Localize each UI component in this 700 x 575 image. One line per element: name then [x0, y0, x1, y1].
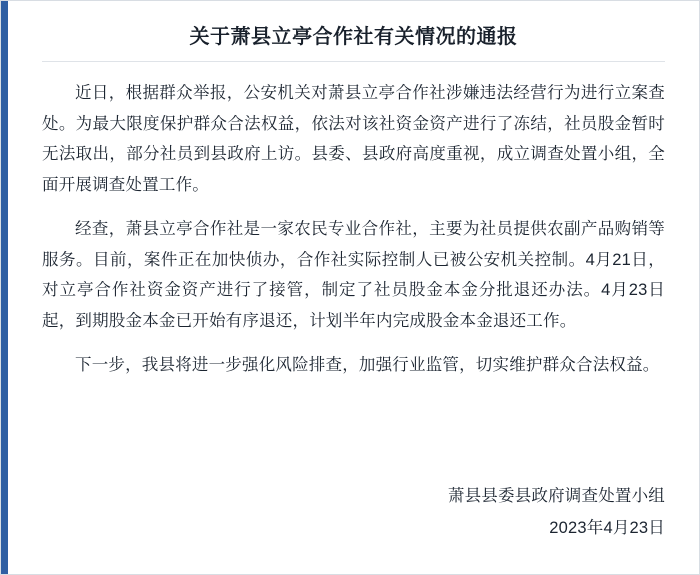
paragraph: 下一步，我县将进一步强化风险排查，加强行业监管，切实维护群众合法权益。	[75, 356, 660, 375]
paragraph: 经查，萧县立亭合作社是一家农民专业合作社，主要为社员提供农副产品购销等服务。目前，案件正在加快侦办，合作社实际控制人已被公安机关控制。4月21日，对立亭合作社资金资产进行了接管，制定了社员股金本金分批退还办法。4月23日起，到期股金本金已开始有序退还，计划半年内完成股金本金退还工作。	[42, 220, 665, 330]
signature-issuer: 萧县县委县政府调查处置小组	[447, 487, 665, 506]
signature-block	[448, 481, 665, 544]
signature-date: 2023年4月23日	[549, 518, 665, 537]
paragraph: 近日，根据群众举报，公安机关对萧县立亭合作社涉嫌违法经营行为进行立案查处。为最大限度保护群众合法权益，依法对该社资金资产进行了冻结，社员股金暂时无法取出，部分社员到县政府上访。县委、县政府高度重视，成立调查处置小组，全面开展调查处置工作。	[42, 84, 665, 194]
title-divider	[42, 61, 665, 62]
body-text	[42, 78, 665, 381]
page-title: 关于萧县立亭合作社有关情况的通报	[189, 26, 518, 48]
accent-bar	[1, 1, 8, 574]
